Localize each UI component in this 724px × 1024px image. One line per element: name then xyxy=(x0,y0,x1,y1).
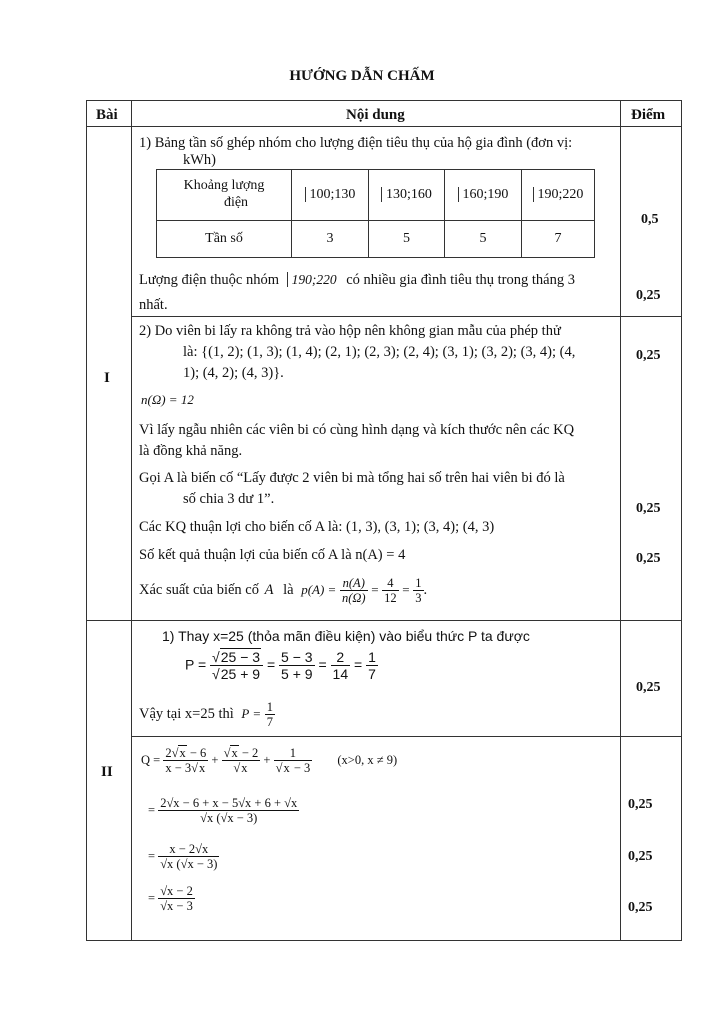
q-step3-frac xyxy=(158,884,195,914)
p1-den3: 14 xyxy=(332,666,349,683)
q-step1: = $\frac{2√x - 6 + x - 5√x + 6 + √x}{√x (√x - 3)}$ xyxy=(148,796,298,826)
prob-frac3 xyxy=(413,576,423,606)
q2-equal-line2: là đồng khả năng. xyxy=(139,443,243,459)
point: 0,25 xyxy=(628,849,653,864)
prob-label: Xác suất của biến cố xyxy=(139,582,259,599)
header-noi-dung: Nội dung xyxy=(346,107,405,123)
p1-conclusion xyxy=(139,700,275,730)
point: 0,25 xyxy=(628,797,653,812)
q2-line3: 1); (4, 2); (4, 3)}. xyxy=(183,365,284,381)
p1-conclusion-den: 7 xyxy=(266,715,273,730)
q1-conclusion-c: nhất. xyxy=(139,297,168,313)
p1-equation xyxy=(185,649,378,682)
frequency-table xyxy=(156,169,595,258)
header-bai: Bài xyxy=(96,107,118,123)
p1-line: 1) Thay x=25 (thỏa mãn điều kiện) vào biểu thức P ta được xyxy=(162,628,530,644)
q2-line2: là: {(1, 2); (1, 3); (1, 4); (2, 1); (2, 3); (2, 4); (3, 1); (3, 2); (3, 4); (4, xyxy=(183,344,576,360)
freq-cell: 3 xyxy=(292,221,369,258)
point: 0,25 xyxy=(636,680,661,695)
row-header-range-line2: điện xyxy=(223,195,249,210)
q-frac2: √ x − 2 √ x xyxy=(222,746,261,776)
q-frac3: 1 √ x − 3 xyxy=(274,746,313,776)
table-right-border xyxy=(681,100,682,941)
q-frac1: $\frac{2√ x - 6}{x - 3√ x}$ xyxy=(163,746,208,776)
p1-conclusion-num: 1 xyxy=(266,700,273,714)
point: 0,25 xyxy=(636,501,661,516)
table-bottom-border xyxy=(86,940,681,941)
p1-num2: 5 − 3 xyxy=(281,649,313,665)
q-Q: Q = xyxy=(141,752,161,767)
p1-den1: 25 + 9 xyxy=(220,666,261,683)
q-step1-num: 2√x − 6 + x − 5√x + 6 + √x xyxy=(160,796,298,810)
q-condition: (x>0, x ≠ 9) xyxy=(337,752,398,767)
q-step1-frac xyxy=(158,796,299,826)
q1-line2: kWh) xyxy=(183,152,217,168)
p1-frac2 xyxy=(279,649,315,682)
prob-den: n(Ω) xyxy=(341,591,366,606)
q2-line1: 2) Do viên bi lấy ra không trả vào hộp nên không gian mẫu của phép thử xyxy=(139,323,561,339)
group-cell xyxy=(369,170,445,221)
equals-sign: = xyxy=(318,656,327,673)
col-divider-diem xyxy=(620,100,621,941)
q2-event-line1: Gọi A là biến cố “Lấy được 2 viên bi mà tổng hai số trên hai viên bi đó là xyxy=(139,470,565,486)
point: 0,25 xyxy=(636,288,661,303)
group-label: 100;130 xyxy=(305,187,356,202)
group-cell xyxy=(292,170,369,221)
p1-frac3 xyxy=(331,649,351,682)
equals-sign: = xyxy=(371,582,379,598)
page-title: HƯỚNG DẪN CHẤM xyxy=(289,68,435,84)
q-step2-num: x − 2√x xyxy=(158,842,219,857)
table-left-border xyxy=(86,100,87,941)
p1-frac1 xyxy=(210,649,263,682)
q2-probability xyxy=(139,576,427,606)
prob-frac2-den: 12 xyxy=(384,591,397,606)
q-step3-num: √x − 2 xyxy=(160,884,193,898)
q1-conclusion-group: 190;220 xyxy=(287,272,337,287)
row-header-range xyxy=(157,170,292,221)
p1-den4: 7 xyxy=(368,666,376,683)
divider-section-1-2 xyxy=(86,620,681,621)
point: 0,5 xyxy=(641,212,659,227)
p1-conclusion-P: P = xyxy=(241,706,262,722)
group-label: 190;220 xyxy=(533,187,584,202)
q-step2-den: √x (√x − 3) xyxy=(160,857,218,872)
prob-frac2-num: 4 xyxy=(382,576,399,591)
section-1-label: I xyxy=(104,370,110,386)
p1-conclusion-text: Vậy tại x=25 thì xyxy=(139,706,234,723)
equals-sign: = xyxy=(402,582,410,598)
table-row xyxy=(157,170,595,221)
table-top-border xyxy=(86,100,681,101)
p1-num1: 25 − 3 xyxy=(220,649,261,665)
q1-conclusion-b: có nhiều gia đình tiêu thụ trong tháng 3 xyxy=(346,272,575,288)
q2-equal-line1: Vì lấy ngẫu nhiên các viên bi có cùng hình dạng và kích thước nên các KQ xyxy=(139,422,575,438)
p1-P: P = xyxy=(185,656,207,673)
q2-count: Số kết quả thuận lợi của biến cố A là n(A) = 4 xyxy=(139,547,406,563)
point: 0,25 xyxy=(628,900,653,915)
divider-p1-q xyxy=(131,736,681,737)
prob-is: là xyxy=(283,582,294,599)
q-step3-den: √x − 3 xyxy=(160,899,193,914)
q2-event-line2: số chia 3 dư 1”. xyxy=(183,491,275,507)
p1-num4: 1 xyxy=(368,649,376,665)
divider-q1-q2 xyxy=(131,316,681,317)
group-label: 130;160 xyxy=(381,187,432,202)
row-header-freq: Tần số xyxy=(157,221,292,258)
p1-num3: 2 xyxy=(331,649,351,666)
prob-num: n(A) xyxy=(340,576,368,591)
p1-conclusion-frac xyxy=(265,700,275,730)
period: . xyxy=(423,582,428,599)
q1-conclusion xyxy=(139,272,575,289)
q-step2-frac xyxy=(158,842,219,872)
freq-cell: 5 xyxy=(445,221,522,258)
point: 0,25 xyxy=(636,348,661,363)
prob-frac2 xyxy=(382,576,399,606)
prob-p: p(A) = xyxy=(301,582,337,598)
point: 0,25 xyxy=(636,551,661,566)
q2-favorable: Các KQ thuận lợi cho biến cố A là: (1, 3), (3, 1); (3, 4); (4, 3) xyxy=(139,519,495,535)
group-cell xyxy=(522,170,595,221)
q1-conclusion-a: Lượng điện thuộc nhóm xyxy=(139,272,279,288)
prob-fraction xyxy=(340,576,368,606)
p1-den2: 5 + 9 xyxy=(281,666,313,683)
equals-sign: = xyxy=(354,656,363,673)
group-label: 160;190 xyxy=(458,187,509,202)
freq-cell: 5 xyxy=(369,221,445,258)
q-step1-den: √x (√x − 3) xyxy=(200,811,258,826)
q1-line1: 1) Bảng tần số ghép nhóm cho lượng điện tiêu thụ của hộ gia đình (đơn vị: xyxy=(139,135,573,151)
row-header-range-line1: Khoảng lượng xyxy=(183,178,265,194)
header-diem: Điểm xyxy=(631,107,666,123)
table-row xyxy=(157,221,595,258)
col-divider-bai xyxy=(131,100,132,941)
prob-frac3-num: 1 xyxy=(415,576,422,590)
prob-var: A xyxy=(264,582,274,599)
equals-sign: = xyxy=(266,656,276,673)
group-cell xyxy=(445,170,522,221)
section-2-label: II xyxy=(101,764,113,780)
n-omega: n(Ω) = 12 xyxy=(141,392,194,407)
q-step3: = $\frac{√x - 2}{√x - 3}$ xyxy=(148,884,193,914)
q-expression: Q = $\frac{2√ x - 6}{x - 3√ x}$ + √ x − 2 √ x + 1 √ x − 3 (x>0, x ≠ 9) xyxy=(141,746,397,776)
prob-frac3-den: 3 xyxy=(415,591,422,606)
freq-cell: 7 xyxy=(522,221,595,258)
header-bottom-border xyxy=(86,126,681,127)
p1-frac4 xyxy=(366,649,378,682)
q-step2: = $\frac{x - 2√x}{√x (√x - 3)}$ xyxy=(148,842,218,872)
